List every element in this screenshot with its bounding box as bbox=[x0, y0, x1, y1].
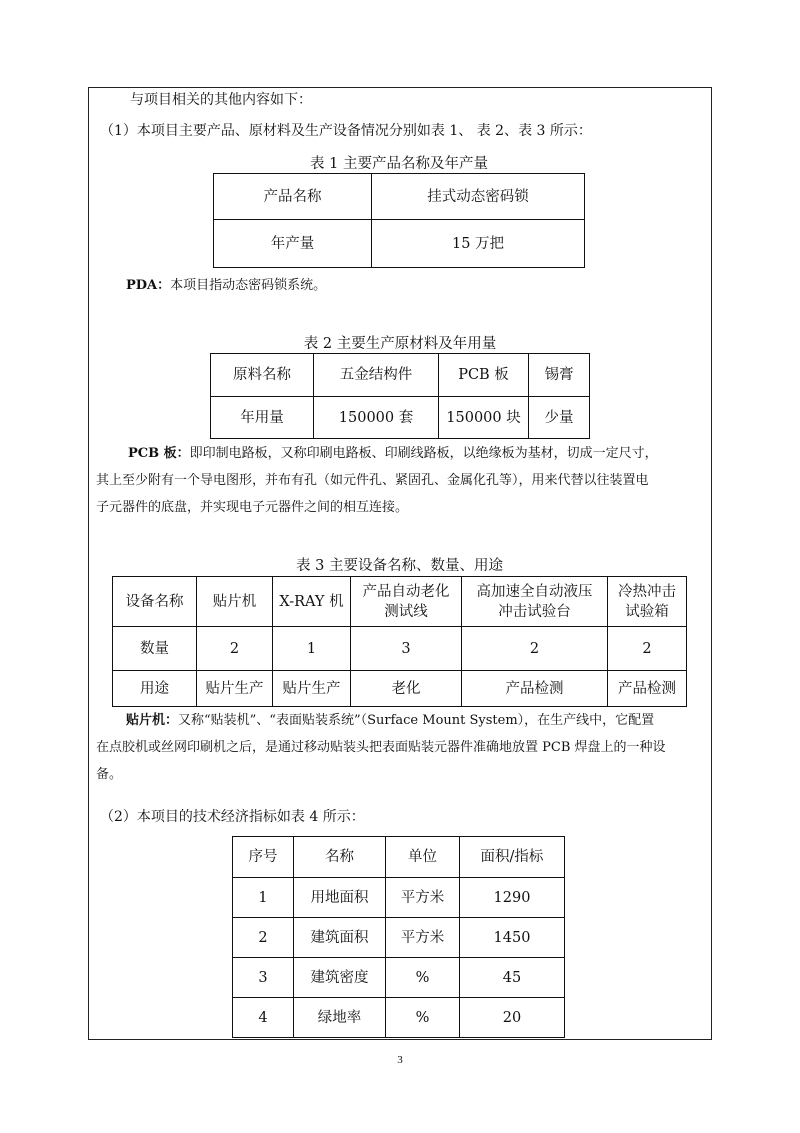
table-cell: 3 bbox=[351, 627, 462, 671]
table-cell: 平方米 bbox=[386, 878, 460, 918]
table-cell: 1 bbox=[233, 878, 294, 918]
table-row bbox=[113, 577, 687, 627]
table-cell: 年产量 bbox=[214, 220, 372, 268]
table-cell: 2 bbox=[462, 627, 608, 671]
note-term: PDA： bbox=[126, 278, 171, 293]
table-cell: 2 bbox=[233, 918, 294, 958]
table-cell: 150000 块 bbox=[439, 397, 529, 439]
table-row bbox=[214, 174, 585, 220]
table-cell: 贴片生产 bbox=[273, 671, 351, 707]
table-cell: 建筑面积 bbox=[294, 918, 386, 958]
table-cell: 2 bbox=[608, 627, 687, 671]
table-cell: 单位 bbox=[386, 837, 460, 878]
table-cell: 贴片生产 bbox=[197, 671, 273, 707]
table-cell: 锡膏 bbox=[529, 354, 590, 397]
intro-text: 与项目相关的其他内容如下： bbox=[130, 92, 312, 108]
table-row bbox=[233, 837, 565, 878]
table-2-caption: 表 2 主要生产原材料及年用量 bbox=[303, 336, 497, 352]
table-cell: 1290 bbox=[460, 878, 565, 918]
note-text: 又称“贴装机”、“表面贴装系统”（Surface Mount System），在生产线中，它配置 bbox=[178, 713, 655, 728]
table-cell: PCB 板 bbox=[439, 354, 529, 397]
table-cell: 高加速全自动液压 冲击试验台 bbox=[462, 577, 608, 627]
table-3 bbox=[112, 576, 687, 707]
note-text: 即印制电路板，又称印刷电路板、印刷线路板，以绝缘板为基材，切成一定尺寸， bbox=[189, 446, 658, 461]
table-cell: 15 万把 bbox=[372, 220, 585, 268]
table-row bbox=[233, 878, 565, 918]
table-cell: 用地面积 bbox=[294, 878, 386, 918]
table-cell: 序号 bbox=[233, 837, 294, 878]
table-1 bbox=[213, 173, 585, 268]
table-cell: 产品自动老化 测试线 bbox=[351, 577, 462, 627]
table-cell: 五金结构件 bbox=[314, 354, 439, 397]
table-cell: 挂式动态密码锁 bbox=[372, 174, 585, 220]
table-4 bbox=[232, 836, 565, 1038]
table-1-caption: 表 1 主要产品名称及年产量 bbox=[310, 156, 488, 172]
table-cell: 数量 bbox=[113, 627, 197, 671]
table-row bbox=[113, 627, 687, 671]
table-row bbox=[211, 397, 590, 439]
note-pda bbox=[126, 276, 326, 296]
table-row bbox=[214, 220, 585, 268]
table-cell: 名称 bbox=[294, 837, 386, 878]
table-cell: % bbox=[386, 998, 460, 1038]
table-cell: 2 bbox=[197, 627, 273, 671]
table-cell: 1 bbox=[273, 627, 351, 671]
table-cell: 绿地率 bbox=[294, 998, 386, 1038]
table-cell: 20 bbox=[460, 998, 565, 1038]
note-pcb-line-3: 子元器件的底盘，并实现电子元器件之间的相互连接。 bbox=[96, 500, 409, 515]
table-cell: 贴片机 bbox=[197, 577, 273, 627]
table-3-caption: 表 3 主要设备名称、数量、用途 bbox=[296, 558, 503, 574]
section-2-heading: （2）本项目的技术经济指标如表 4 所示： bbox=[100, 809, 365, 825]
table-row bbox=[233, 958, 565, 998]
section-1-heading: （1）本项目主要产品、原材料及生产设备情况分别如表 1、 表 2、表 3 所示： bbox=[100, 123, 592, 139]
table-cell: 150000 套 bbox=[314, 397, 439, 439]
table-cell: 平方米 bbox=[386, 918, 460, 958]
table-cell: 45 bbox=[460, 958, 565, 998]
table-2 bbox=[210, 353, 590, 439]
table-cell: % bbox=[386, 958, 460, 998]
table-cell: 少量 bbox=[529, 397, 590, 439]
table-cell: 老化 bbox=[351, 671, 462, 707]
note-smt-line-1 bbox=[126, 711, 654, 731]
table-cell: 产品检测 bbox=[462, 671, 608, 707]
note-term: 贴片机： bbox=[126, 713, 179, 728]
note-term: PCB 板： bbox=[128, 446, 190, 461]
table-cell: 面积/指标 bbox=[460, 837, 565, 878]
table-row bbox=[113, 671, 687, 707]
note-pcb-line-1 bbox=[128, 444, 658, 464]
table-cell: 3 bbox=[233, 958, 294, 998]
note-smt-line-2: 在点胶机或丝网印刷机之后，是通过移动贴装头把表面贴装元器件准确地放置 PCB 焊盘上的一种设 bbox=[96, 740, 666, 755]
table-cell: 产品检测 bbox=[608, 671, 687, 707]
table-cell: 1450 bbox=[460, 918, 565, 958]
table-row bbox=[211, 354, 590, 397]
table-cell: 产品名称 bbox=[214, 174, 372, 220]
note-text: 本项目指动态密码锁系统。 bbox=[170, 278, 327, 293]
table-cell: 原料名称 bbox=[211, 354, 314, 397]
table-cell: 冷热冲击 试验箱 bbox=[608, 577, 687, 627]
table-cell: 建筑密度 bbox=[294, 958, 386, 998]
note-pcb-line-2: 其上至少附有一个导电图形，并布有孔（如元件孔、紧固孔、金属化孔等），用来代替以往装置电 bbox=[96, 473, 649, 488]
page-number: 3 bbox=[397, 1054, 403, 1066]
table-cell: 4 bbox=[233, 998, 294, 1038]
table-row bbox=[233, 918, 565, 958]
table-row bbox=[233, 998, 565, 1038]
table-cell: X-RAY 机 bbox=[273, 577, 351, 627]
note-smt-line-3: 备。 bbox=[96, 767, 123, 782]
table-cell: 设备名称 bbox=[113, 577, 197, 627]
table-cell: 年用量 bbox=[211, 397, 314, 439]
table-cell: 用途 bbox=[113, 671, 197, 707]
